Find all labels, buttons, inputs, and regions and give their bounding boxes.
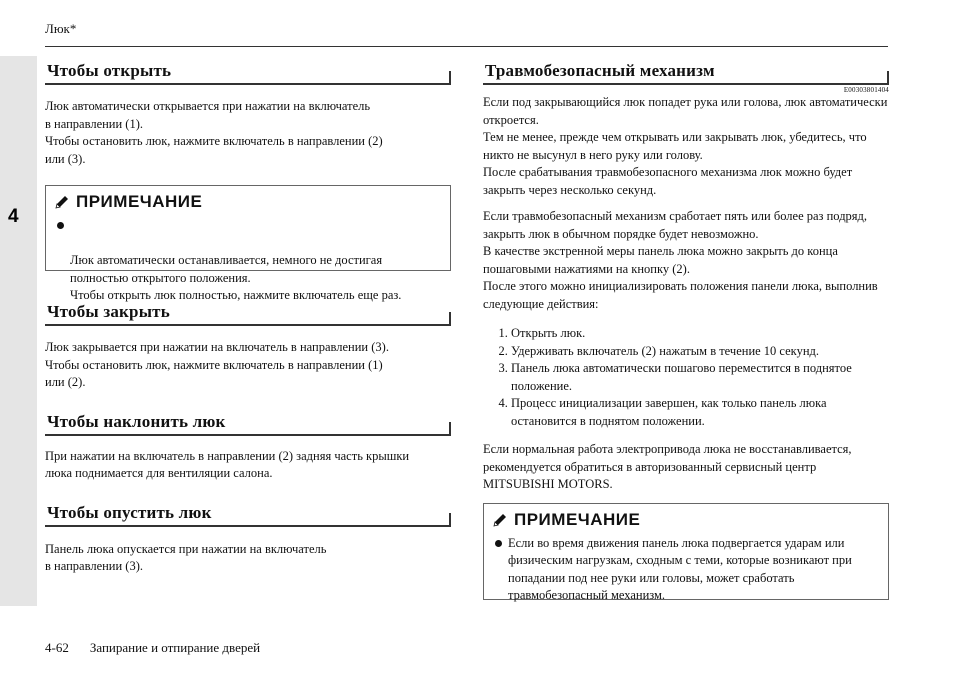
right-column — [483, 54, 889, 600]
section-heading-lower: Чтобы опустить люк — [45, 496, 451, 527]
section-code: E00303801404 — [843, 86, 889, 94]
list-item: 1. Открыть люк. — [511, 325, 889, 343]
chapter-number: 4 — [8, 206, 19, 227]
pencil-icon — [54, 194, 70, 210]
pencil-icon — [492, 512, 508, 528]
note-box-open — [45, 185, 451, 302]
note-body — [484, 531, 888, 611]
list-item: 3. Панель люка автоматически пошагово переместится в поднятое положение. — [511, 360, 889, 395]
section-heading-close: Чтобы закрыть — [45, 295, 451, 326]
chapter-tab — [0, 56, 37, 606]
section-heading-tilt: Чтобы наклонить люк — [45, 405, 451, 436]
header-rule — [45, 46, 888, 47]
note-text: Люк автоматически останавливается, немного не достигая полностью открытого положения. Чтобы открыть люк полностью, нажмите включатель еще раз. — [70, 253, 402, 302]
bullet-icon — [57, 222, 64, 229]
note-header — [484, 504, 888, 531]
bullet-icon — [495, 540, 502, 547]
list-item: 2. Удерживать включатель (2) нажатым в течение 10 секунд. — [511, 343, 889, 361]
note-title: ПРИМЕЧАНИЕ — [76, 192, 203, 211]
running-title: Люк* — [45, 21, 77, 36]
close-text: Люк закрывается при нажатии на включатель в направлении (3). Чтобы остановить люк, нажмите включатель в направлении (1) или (2). — [45, 340, 389, 389]
init-steps-list — [483, 325, 889, 430]
lower-text: Панель люка опускается при нажатии на включатель в направлении (3). — [45, 541, 327, 573]
list-item: 4. Процесс инициализации завершен, как только панель люка остановится в поднятом положении. — [511, 395, 889, 430]
note-header — [46, 186, 450, 213]
note-text: Если во время движения панель люка подвергается ударам или физическим нагрузкам, сходным с теми, которые возникают при попадании под нее руки или головы, может сработать травмобезопасный механизм. — [508, 535, 852, 602]
safety-para-2: Если травмобезопасный механизм сработает пять или более раз подряд, закрыть люк в обычном порядке будет невозможно. В качестве экстренной меры панель люка можно закрыть до конца пошаговыми нажатиями на кнопку (2). После этого можно инициализировать положения панели люка, выполнив следующие действия: — [483, 209, 878, 311]
note-box-safety — [483, 503, 889, 600]
page-footer — [45, 640, 260, 656]
tilt-text: При нажатии на включатель в направлении (2) задняя часть крышки люка поднимается для вентиляции салона. — [45, 448, 410, 480]
open-text: Люк автоматически открывается при нажатии на включатель в направлении (1). Чтобы остановить люк, нажмите включатель в направлении (2) или (3). — [45, 99, 383, 166]
safety-para-3: Если нормальная работа электропривода люка не восстанавливается, рекомендуется обратиться в авторизованный сервисный центр MITSUBISHI MOTORS. — [483, 442, 852, 491]
left-column — [45, 54, 451, 576]
section-heading-safety: Травмобезопасный механизм — [483, 54, 889, 85]
chapter-title: Запирание и отпирание дверей — [89, 640, 261, 655]
safety-para-1: Если под закрывающийся люк попадет рука или голова, люк автоматически откроется. Тем не менее, прежде чем открывать или закрывать люк, убедитесь, что никто не высунул в него руку или голову. После срабатывания травмобезопасного механизма люк можно будет закрыть через несколько секунд. — [483, 95, 888, 197]
note-title: ПРИМЕЧАНИЕ — [514, 509, 641, 529]
page-number: 4-62 — [45, 640, 69, 655]
section-heading-open: Чтобы открыть — [45, 54, 451, 85]
